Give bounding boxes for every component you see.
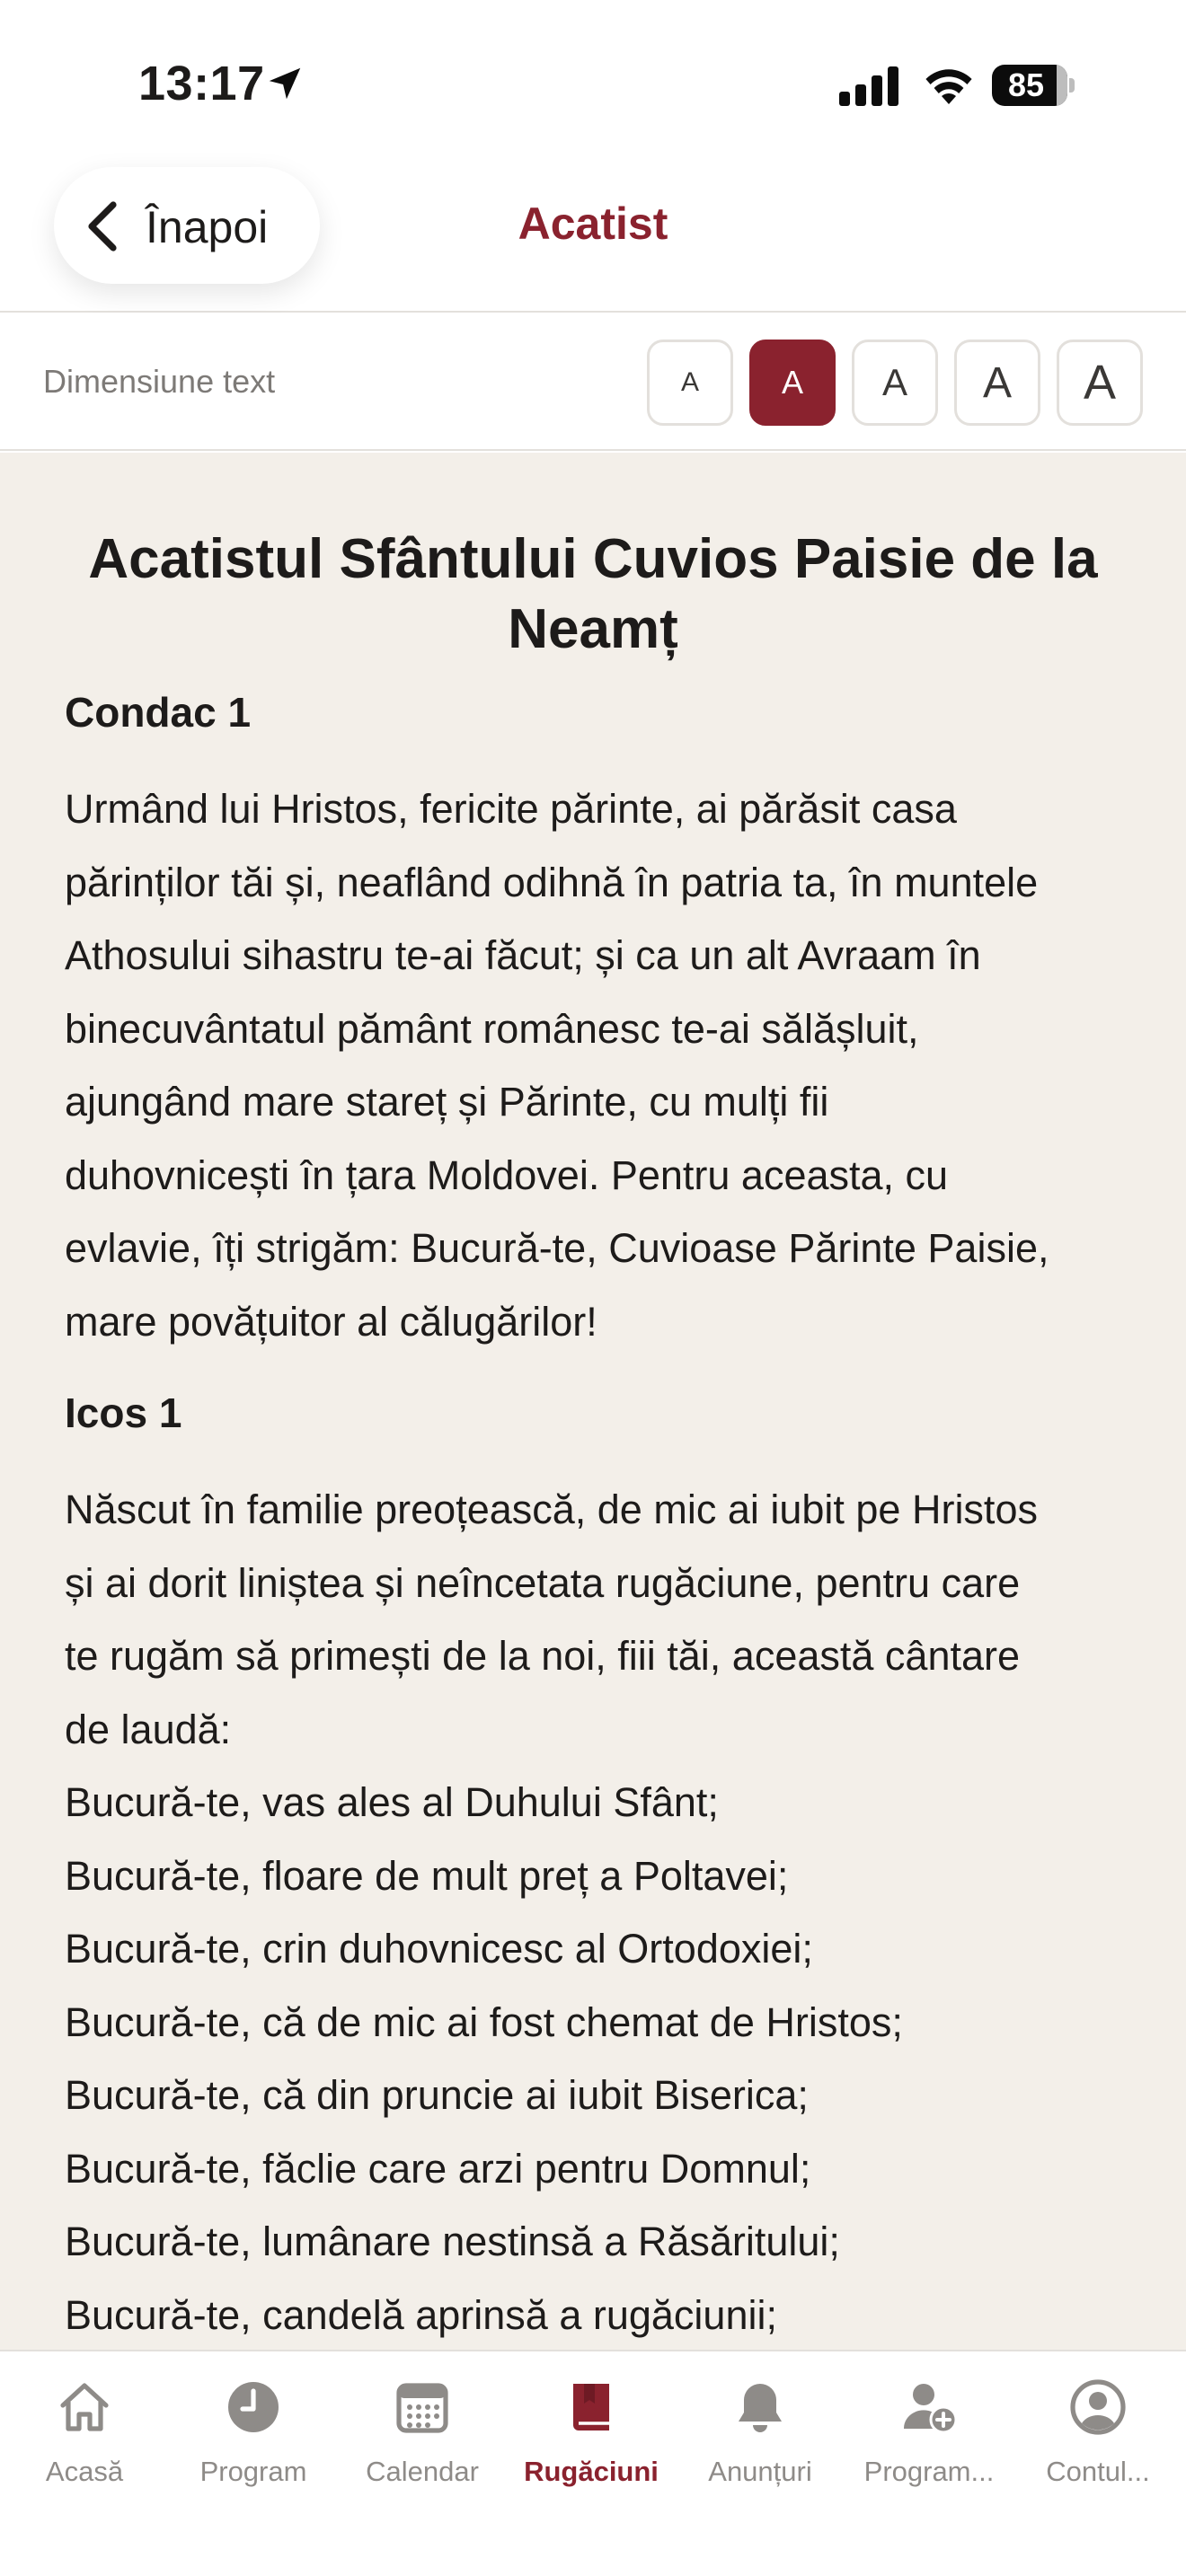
section-heading-icos-1: Icos 1 xyxy=(65,1389,182,1436)
book-icon xyxy=(562,2378,620,2436)
tab-contul[interactable] xyxy=(1013,2371,1182,2506)
status-time: 13:17 xyxy=(138,57,265,110)
battery-icon xyxy=(992,65,1067,106)
tab-program[interactable] xyxy=(169,2371,338,2506)
clock-icon xyxy=(225,2378,282,2436)
location-arrow-icon xyxy=(264,63,305,104)
navigation-bar xyxy=(0,162,1186,313)
back-button-label: Înapoi xyxy=(146,202,269,252)
cellular-signal-icon xyxy=(839,66,900,106)
tab-label: Rugăciuni xyxy=(524,2456,659,2487)
tab-label: Acasă xyxy=(45,2456,124,2487)
text-size-selector xyxy=(0,314,1186,451)
calendar-icon xyxy=(394,2378,451,2436)
text-size-option-xl[interactable]: A xyxy=(1057,340,1143,426)
person-add-icon xyxy=(900,2378,958,2436)
battery-level: 85 xyxy=(1007,66,1045,103)
tab-rugaciuni[interactable] xyxy=(507,2371,676,2506)
tab-bar xyxy=(0,2350,1186,2576)
text-size-option-xs[interactable]: A xyxy=(647,340,733,426)
tab-label: Calendar xyxy=(366,2456,479,2487)
prayer-content[interactable] xyxy=(0,453,1186,2350)
tab-label: Program xyxy=(199,2456,307,2487)
text-size-label: Dimensiune text xyxy=(43,363,276,400)
section-text-condac-1: Urmând lui Hristos, fericite părinte, ai părăsit casa părinților tăi și, neaflând odihnă în patria ta, în muntele Athosului sihastru te-ai făcut; și ca un alt Avraam în binecuvântatul pământ românesc te-ai sălășluit, ajungând mare stareț și Părinte, cu mulți fii duhovnicești în țara Moldovei. Pentru aceasta, cu evlavie, îți strigăm: Bucură-te, Cuvioase Părinte Paisie, mare povățuitor al călugărilor! xyxy=(65,786,1049,1345)
tab-anunturi[interactable] xyxy=(676,2371,845,2506)
text-size-option-l[interactable]: A xyxy=(954,340,1040,426)
tab-programari[interactable] xyxy=(845,2371,1013,2506)
battery-indicator xyxy=(992,65,1073,106)
tab-acasa[interactable] xyxy=(0,2371,169,2506)
home-icon xyxy=(56,2378,113,2436)
tab-label: Anunțuri xyxy=(708,2456,812,2487)
tab-calendar[interactable] xyxy=(338,2371,507,2506)
status-bar xyxy=(0,0,1186,162)
page-title: Acatist xyxy=(518,198,668,249)
prayer-title: Acatistul Sfântului Cuvios Paisie de la Neamț xyxy=(88,528,1098,660)
section-heading-condac-1: Condac 1 xyxy=(65,689,252,736)
text-size-option-m[interactable]: A xyxy=(852,340,938,426)
account-icon xyxy=(1069,2378,1127,2436)
section-text-icos-1: Născut în familie preoțească, de mic ai iubit pe Hristos și ai dorit liniștea și neîncetata rugăciune, pentru care te rugăm să primești de la noi, fiii tăi, această cântare de laudă: Bucură-te, vas ales al Duhului Sfânt; Bucură-te, floare de mult preț a Poltavei; Bucură-te, crin duhovnicesc al Ortodoxiei; Bucură-te, că de mic ai fost chemat de Hristos; Bucură-te, că din pruncie ai iubit Biserica; Bucură-te, făclie care arzi pentru Domnul; Bucură-te, lumânare nestinsă a Răsăritului; Bucură-te, candelă aprinsă a rugăciunii; xyxy=(65,1486,1038,2338)
bell-icon xyxy=(731,2378,789,2436)
text-size-option-s[interactable]: A xyxy=(749,340,836,426)
tab-label: Contul... xyxy=(1046,2456,1150,2487)
wifi-icon xyxy=(922,63,976,106)
tab-label: Program... xyxy=(863,2456,995,2487)
